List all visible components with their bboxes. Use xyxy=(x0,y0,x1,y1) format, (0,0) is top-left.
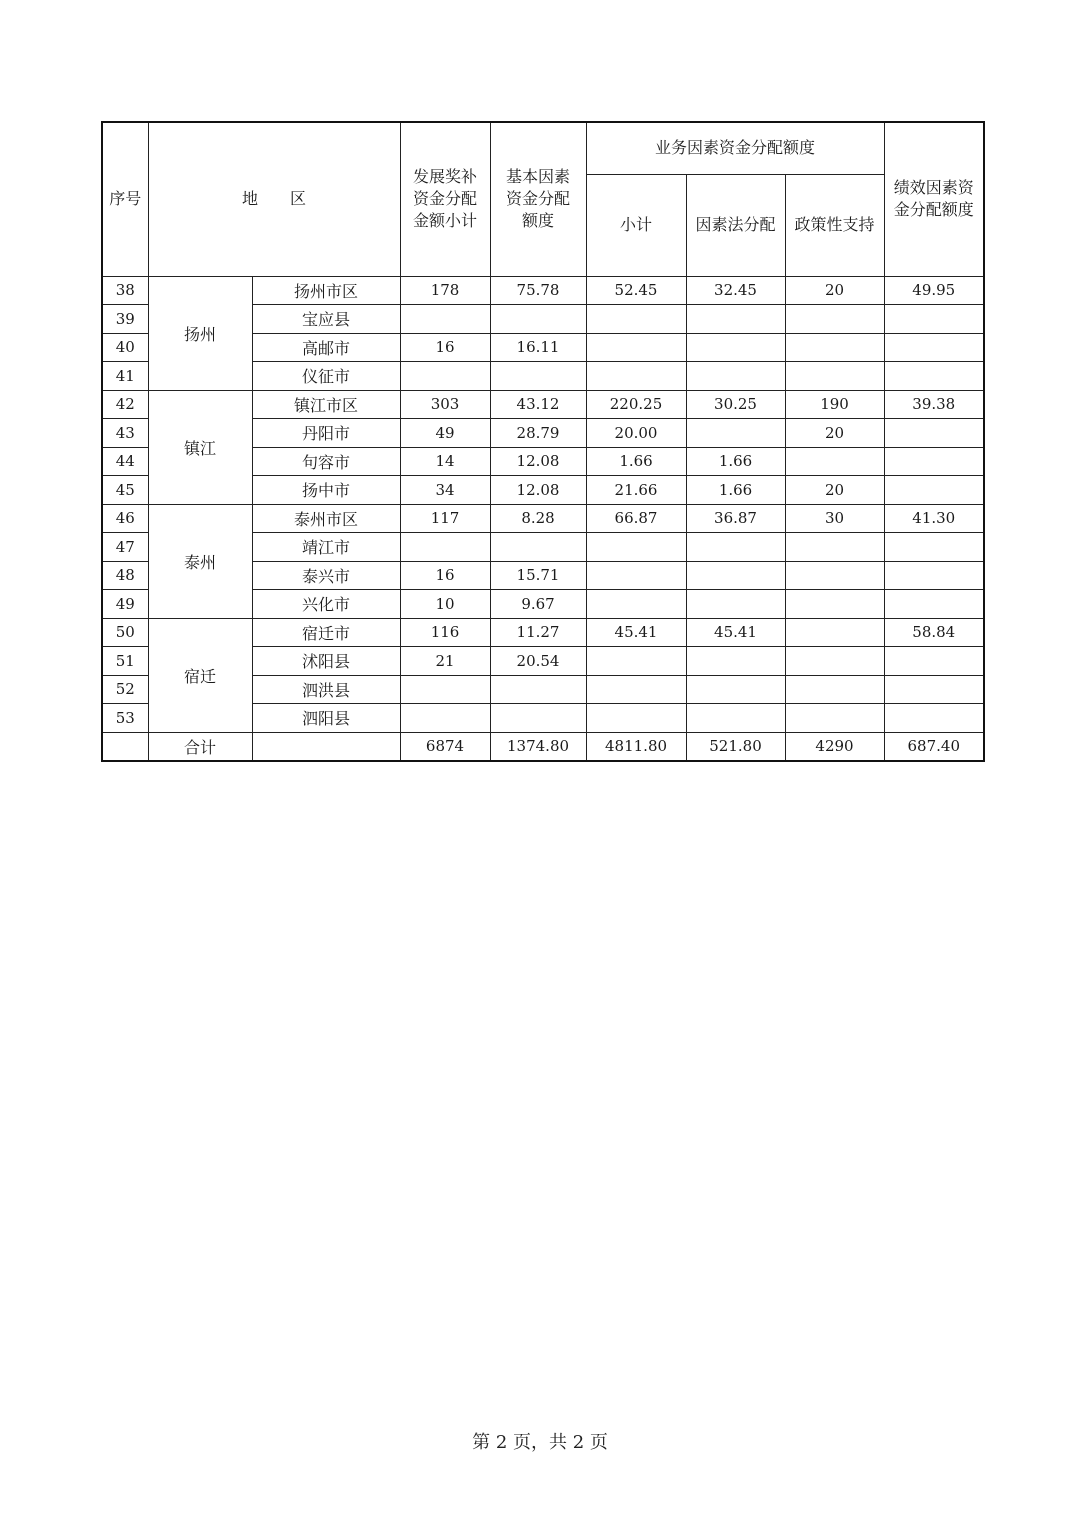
header-region-label: 地 区 xyxy=(242,189,307,209)
factor-cell xyxy=(686,419,785,448)
district-cell: 靖江市 xyxy=(252,533,400,562)
row-seq: 50 xyxy=(102,618,148,647)
city-cell: 宿迁 xyxy=(148,618,252,732)
factor-cell xyxy=(686,561,785,590)
district-cell: 宝应县 xyxy=(252,305,400,334)
business-subtotal-cell xyxy=(586,704,686,733)
row-seq: 43 xyxy=(102,419,148,448)
subtotal-cell: 10 xyxy=(400,590,490,619)
subtotal-cell: 16 xyxy=(400,333,490,362)
basic-cell: 28.79 xyxy=(490,419,586,448)
row-seq: 52 xyxy=(102,675,148,704)
row-seq: 41 xyxy=(102,362,148,391)
policy-cell xyxy=(785,675,884,704)
factor-cell: 1.66 xyxy=(686,476,785,505)
row-seq: 44 xyxy=(102,447,148,476)
performance-cell xyxy=(884,476,984,505)
table-body xyxy=(102,276,984,732)
performance-cell: 49.95 xyxy=(884,276,984,305)
business-subtotal-cell: 1.66 xyxy=(586,447,686,476)
district-cell: 扬中市 xyxy=(252,476,400,505)
district-cell: 泰州市区 xyxy=(252,504,400,533)
policy-cell xyxy=(785,647,884,676)
business-subtotal-cell xyxy=(586,533,686,562)
basic-cell xyxy=(490,675,586,704)
basic-cell: 9.67 xyxy=(490,590,586,619)
basic-cell: 11.27 xyxy=(490,618,586,647)
allocation-table-container xyxy=(101,121,985,762)
row-seq: 47 xyxy=(102,533,148,562)
factor-cell xyxy=(686,704,785,733)
policy-cell xyxy=(785,590,884,619)
subtotal-cell: 116 xyxy=(400,618,490,647)
performance-cell xyxy=(884,305,984,334)
district-cell: 镇江市区 xyxy=(252,390,400,419)
policy-cell xyxy=(785,618,884,647)
performance-cell xyxy=(884,561,984,590)
table-total xyxy=(102,732,984,761)
subtotal-cell: 14 xyxy=(400,447,490,476)
row-seq: 40 xyxy=(102,333,148,362)
performance-cell: 39.38 xyxy=(884,390,984,419)
policy-cell xyxy=(785,533,884,562)
performance-cell xyxy=(884,675,984,704)
district-cell: 泰兴市 xyxy=(252,561,400,590)
header-basic: 基本因素资金分配额度 xyxy=(490,122,586,276)
subtotal-cell xyxy=(400,533,490,562)
performance-cell: 41.30 xyxy=(884,504,984,533)
table-row xyxy=(102,618,984,647)
business-subtotal-cell xyxy=(586,305,686,334)
total-seq xyxy=(102,732,148,761)
policy-cell: 20 xyxy=(785,276,884,305)
factor-cell: 45.41 xyxy=(686,618,785,647)
basic-cell: 12.08 xyxy=(490,476,586,505)
performance-cell xyxy=(884,647,984,676)
total-policy: 4290 xyxy=(785,732,884,761)
business-subtotal-cell: 52.45 xyxy=(586,276,686,305)
header-subtotal: 发展奖补资金分配金额小计 xyxy=(400,122,490,276)
allocation-table xyxy=(101,121,985,762)
total-performance: 687.40 xyxy=(884,732,984,761)
district-cell: 宿迁市 xyxy=(252,618,400,647)
business-subtotal-cell: 220.25 xyxy=(586,390,686,419)
subtotal-cell: 303 xyxy=(400,390,490,419)
factor-cell xyxy=(686,533,785,562)
table-row xyxy=(102,504,984,533)
business-subtotal-cell: 20.00 xyxy=(586,419,686,448)
total-business-subtotal: 4811.80 xyxy=(586,732,686,761)
policy-cell xyxy=(785,704,884,733)
subtotal-cell: 178 xyxy=(400,276,490,305)
total-factor: 521.80 xyxy=(686,732,785,761)
total-basic: 1374.80 xyxy=(490,732,586,761)
header-performance: 绩效因素资金分配额度 xyxy=(884,122,984,276)
subtotal-cell: 34 xyxy=(400,476,490,505)
performance-cell xyxy=(884,362,984,391)
header-factor-method: 因素法分配 xyxy=(686,174,785,276)
row-seq: 51 xyxy=(102,647,148,676)
performance-cell: 58.84 xyxy=(884,618,984,647)
city-cell: 扬州 xyxy=(148,276,252,390)
district-cell: 扬州市区 xyxy=(252,276,400,305)
district-cell: 泗阳县 xyxy=(252,704,400,733)
factor-cell xyxy=(686,362,785,391)
policy-cell xyxy=(785,362,884,391)
factor-cell xyxy=(686,590,785,619)
subtotal-cell xyxy=(400,362,490,391)
performance-cell xyxy=(884,590,984,619)
header-seq: 序号 xyxy=(102,122,148,276)
row-seq: 38 xyxy=(102,276,148,305)
policy-cell xyxy=(785,447,884,476)
business-subtotal-cell xyxy=(586,590,686,619)
basic-cell: 12.08 xyxy=(490,447,586,476)
factor-cell xyxy=(686,675,785,704)
business-subtotal-cell xyxy=(586,647,686,676)
factor-cell: 36.87 xyxy=(686,504,785,533)
subtotal-cell: 117 xyxy=(400,504,490,533)
factor-cell: 30.25 xyxy=(686,390,785,419)
business-subtotal-cell xyxy=(586,333,686,362)
policy-cell: 30 xyxy=(785,504,884,533)
basic-cell: 43.12 xyxy=(490,390,586,419)
row-seq: 48 xyxy=(102,561,148,590)
basic-cell xyxy=(490,704,586,733)
total-district xyxy=(252,732,400,761)
business-subtotal-cell xyxy=(586,362,686,391)
city-cell: 镇江 xyxy=(148,390,252,504)
district-cell: 仪征市 xyxy=(252,362,400,391)
factor-cell xyxy=(686,305,785,334)
factor-cell: 32.45 xyxy=(686,276,785,305)
business-subtotal-cell xyxy=(586,561,686,590)
row-seq: 45 xyxy=(102,476,148,505)
total-label: 合计 xyxy=(148,732,252,761)
policy-cell: 20 xyxy=(785,476,884,505)
basic-cell: 75.78 xyxy=(490,276,586,305)
subtotal-cell xyxy=(400,305,490,334)
subtotal-cell xyxy=(400,675,490,704)
basic-cell: 16.11 xyxy=(490,333,586,362)
business-subtotal-cell: 66.87 xyxy=(586,504,686,533)
table-row xyxy=(102,390,984,419)
subtotal-cell: 21 xyxy=(400,647,490,676)
row-seq: 39 xyxy=(102,305,148,334)
row-seq: 46 xyxy=(102,504,148,533)
business-subtotal-cell xyxy=(586,675,686,704)
city-cell: 泰州 xyxy=(148,504,252,618)
policy-cell xyxy=(785,561,884,590)
table-header xyxy=(102,122,984,276)
page-footer: 第 2 页，共 2 页 xyxy=(472,1432,608,1453)
subtotal-cell: 49 xyxy=(400,419,490,448)
row-seq: 49 xyxy=(102,590,148,619)
header-business-subtotal: 小计 xyxy=(586,174,686,276)
factor-cell: 1.66 xyxy=(686,447,785,476)
policy-cell: 190 xyxy=(785,390,884,419)
business-subtotal-cell: 45.41 xyxy=(586,618,686,647)
header-business: 业务因素资金分配额度 xyxy=(586,122,884,174)
factor-cell xyxy=(686,647,785,676)
district-cell: 句容市 xyxy=(252,447,400,476)
business-subtotal-cell: 21.66 xyxy=(586,476,686,505)
basic-cell xyxy=(490,533,586,562)
policy-cell: 20 xyxy=(785,419,884,448)
basic-cell xyxy=(490,362,586,391)
total-subtotal: 6874 xyxy=(400,732,490,761)
subtotal-cell: 16 xyxy=(400,561,490,590)
subtotal-cell xyxy=(400,704,490,733)
performance-cell xyxy=(884,333,984,362)
total-row xyxy=(102,732,984,761)
row-seq: 42 xyxy=(102,390,148,419)
basic-cell xyxy=(490,305,586,334)
basic-cell: 8.28 xyxy=(490,504,586,533)
performance-cell xyxy=(884,533,984,562)
performance-cell xyxy=(884,704,984,733)
policy-cell xyxy=(785,333,884,362)
table-row xyxy=(102,276,984,305)
row-seq: 53 xyxy=(102,704,148,733)
district-cell: 高邮市 xyxy=(252,333,400,362)
district-cell: 沭阳县 xyxy=(252,647,400,676)
performance-cell xyxy=(884,447,984,476)
district-cell: 丹阳市 xyxy=(252,419,400,448)
policy-cell xyxy=(785,305,884,334)
header-policy-support: 政策性支持 xyxy=(785,174,884,276)
header-region xyxy=(148,122,400,276)
basic-cell: 15.71 xyxy=(490,561,586,590)
performance-cell xyxy=(884,419,984,448)
district-cell: 泗洪县 xyxy=(252,675,400,704)
district-cell: 兴化市 xyxy=(252,590,400,619)
factor-cell xyxy=(686,333,785,362)
basic-cell: 20.54 xyxy=(490,647,586,676)
